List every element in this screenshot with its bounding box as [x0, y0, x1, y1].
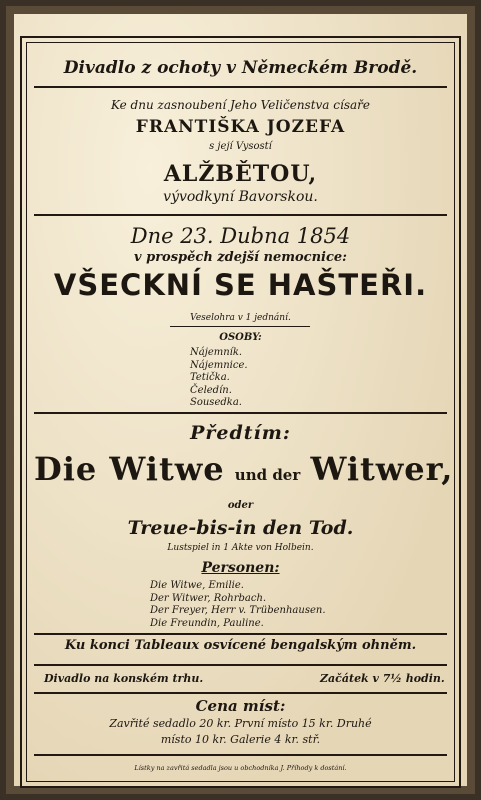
- prices-label: Cena míst:: [195, 697, 286, 715]
- bride-title: vývodkyní Bavorskou.: [163, 189, 318, 205]
- emperor-name: FRANTIŠKA JOZEFA: [135, 117, 346, 137]
- list-item: Der Freyer, Herr v. Trübenhausen.: [150, 605, 326, 616]
- rule-after-venue: [34, 692, 447, 694]
- play2-title: [34, 450, 454, 488]
- play1-underline: [170, 326, 310, 327]
- start-time: Začátek v 7½ hodin.: [320, 672, 445, 685]
- play2-persons-label: Personen:: [201, 560, 280, 576]
- rule-after-prices: [34, 754, 447, 756]
- list-item: Čeledín.: [190, 384, 232, 396]
- rule-after-tableaux: [34, 664, 447, 666]
- benefit-line: v prospěch zdejší nemocnice:: [134, 250, 347, 265]
- footer-note: Lístky na zavřitá sedadla jsou u obchodníka J. Příhody k dostání.: [134, 764, 347, 772]
- list-item: Sousedka.: [190, 397, 242, 408]
- play2-title-part2: Witwer,: [310, 450, 454, 488]
- prices-line2: místo 10 kr. Galerie 4 kr. stř.: [160, 733, 321, 746]
- occasion-connector: s její Vysostí: [209, 141, 272, 152]
- occasion-line: Ke dnu zasnoubení Jeho Veličenstva císaře: [110, 98, 370, 112]
- rule-after-play1: [34, 412, 447, 414]
- venue-line: Divadlo na konském trhu.: [44, 672, 204, 685]
- play2-persons-list: [150, 580, 326, 630]
- list-item: Die Freundin, Pauline.: [150, 617, 264, 629]
- play1-persons-list: [190, 347, 248, 410]
- list-item: Nájemnice.: [190, 359, 248, 371]
- list-item: Tetička.: [190, 372, 230, 383]
- theatre-header: Divadlo z ochoty v Německém Brodě.: [63, 58, 418, 78]
- bride-name: ALŽBĚTOU,: [163, 161, 318, 187]
- list-item: Der Witwer, Rohrbach.: [150, 592, 267, 604]
- rule-after-occasion: [34, 214, 447, 216]
- play2-oder: oder: [227, 500, 254, 511]
- play2-subtitle: Treue-bis-in den Tod.: [127, 517, 354, 539]
- prices-line1: Zavřité sedadlo 20 kr. První místo 15 kr. Druhé: [109, 717, 372, 730]
- performance-date: Dne 23. Dubna 1854: [130, 224, 351, 248]
- play2-title-part1: Die Witwe: [34, 450, 225, 488]
- list-item: Die Witwe, Emilie.: [150, 580, 244, 591]
- before-label: Předtím:: [190, 422, 291, 444]
- tableaux-line: Ku konci Tableaux osvícené bengalským ohněm.: [64, 638, 417, 653]
- play1-subtitle: Veselohra v 1 jednání.: [190, 313, 291, 323]
- play1-title: VŠECKNÍ SE HAŠTEŘI.: [53, 268, 428, 302]
- play1-persons-label: OSOBY:: [219, 332, 262, 343]
- rule-after-play2: [34, 633, 447, 635]
- play2-title-mid: und der: [234, 466, 301, 484]
- list-item: Nájemník.: [190, 347, 243, 358]
- play2-note: Lustspiel in 1 Akte von Holbein.: [167, 543, 314, 553]
- rule-after-header: [34, 86, 447, 88]
